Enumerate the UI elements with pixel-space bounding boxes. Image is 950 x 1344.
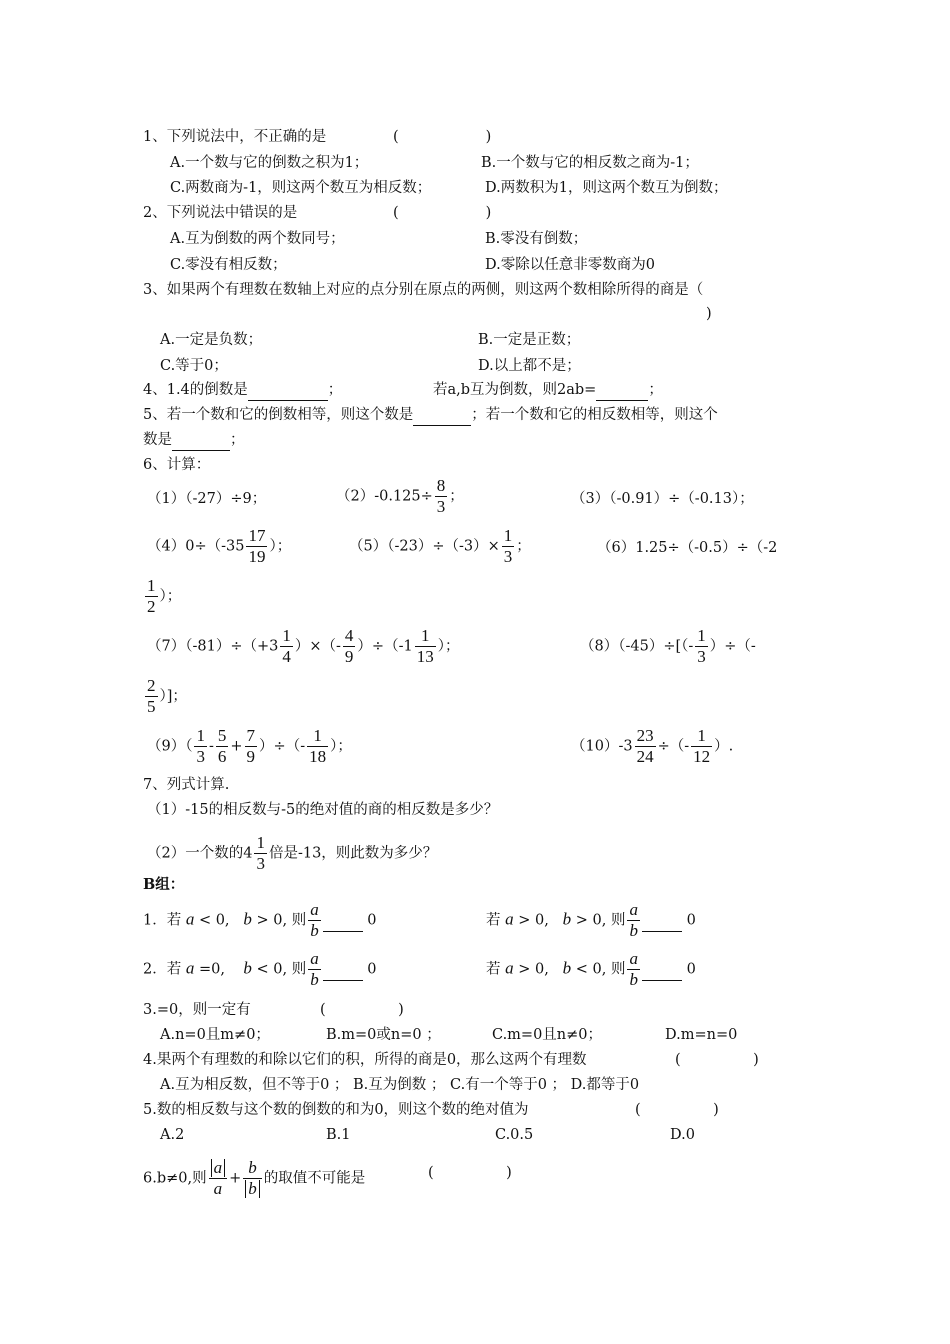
q6-p3: （3）（-0.91）÷（-0.13）； xyxy=(571,491,754,507)
b1-right: 若 a > 0, b > 0, 则 $\frac{a}{b}$ 0 xyxy=(486,900,696,940)
fraction: $\frac{2}{5}$ xyxy=(147,676,156,716)
b4-answer-paren[interactable]: ( ) xyxy=(675,1052,759,1068)
fraction: $\frac{a}{b}$ xyxy=(629,949,638,989)
q6-p5: （5）（-23）÷（-3）× $\frac{1}{3}$ ； xyxy=(349,526,531,566)
b5-option-a: A.2 xyxy=(160,1127,185,1143)
q4-blank-1[interactable] xyxy=(248,380,328,401)
q3-option-c: C.等于0； xyxy=(160,358,228,374)
q3-answer-paren-close[interactable]: ) xyxy=(706,306,712,322)
q2-option-a: A.互为倒数的两个数同号； xyxy=(170,231,345,247)
fraction: $\frac{b}{b}$ xyxy=(243,1158,262,1199)
q6-stem: 6、计算： xyxy=(143,457,211,473)
q6-p4: （4）0÷（-35 $\frac{17}{19}$ ）； xyxy=(147,526,292,566)
q2-option-d: D.零除以任意非零数商为0 xyxy=(485,257,655,273)
b6-line: 6.b≠0,则 $\frac{a}{a}$ + $\frac{b}{b}$ 的取值不可能是 xyxy=(143,1158,366,1198)
b5-option-c: C.0.5 xyxy=(495,1127,534,1143)
q1-option-b: B.一个数与它的相反数之商为-1； xyxy=(481,155,699,171)
q3-option-b: B.一定是正数； xyxy=(478,332,581,348)
fraction: $\frac{17}{19}$ xyxy=(248,526,266,566)
b4-options: A.互为相反数，但不等于0 ； B.互为倒数 ； C.有一个等于0 ； D.都等于0 xyxy=(160,1077,640,1093)
b3-answer-paren[interactable]: ( ) xyxy=(320,1002,404,1018)
q5-line-2: 数是 ； xyxy=(143,430,245,451)
b2-left: 2．若 a =0, b < 0, 则 $\frac{a}{b}$ 0 xyxy=(143,949,377,989)
b1-left: 1．若 a < 0, b > 0, 则 $\frac{a}{b}$ 0 xyxy=(143,900,377,940)
fraction: $\frac{a}{b}$ xyxy=(629,900,638,940)
q1-stem: 1、下列说法中，不正确的是 xyxy=(143,129,327,145)
b4-stem: 4.果两个有理数的和除以它们的积，所得的商是0，那么这两个有理数 xyxy=(143,1052,587,1068)
fraction: $\frac{a}{a}$ xyxy=(209,1158,228,1199)
fraction: $\frac{1}{2}$ xyxy=(147,576,156,616)
q6-p8: （8）（-45）÷[（- $\frac{1}{3}$ ）÷（- xyxy=(580,626,756,666)
fraction: $\frac{8}{3}$ xyxy=(436,476,446,516)
q1-answer-paren[interactable]: ( ) xyxy=(393,129,492,145)
q4-blank-2[interactable] xyxy=(596,380,648,401)
q4-line-right: 若a,b互为倒数，则2ab= ； xyxy=(433,380,663,401)
fraction: $\frac{1}{12}$ xyxy=(693,726,711,766)
q5-blank-1[interactable] xyxy=(413,405,471,426)
q2-stem: 2、下列说法中错误的是 xyxy=(143,205,298,221)
fraction: $\frac{1}{18}$ xyxy=(309,726,327,766)
b2-blank-right[interactable] xyxy=(642,960,682,981)
group-b-title: B组： xyxy=(143,876,185,893)
b1-blank-right[interactable] xyxy=(642,911,682,932)
b5-answer-paren[interactable]: ( ) xyxy=(635,1102,719,1118)
q6-p9: （9）（ $\frac{1}{3}$ - $\frac{5}{6}$ + $\frac{7}{9}$ ）÷（- $\frac{1}{18}$ ）； xyxy=(147,726,352,766)
q2-answer-paren[interactable]: ( ) xyxy=(393,205,492,221)
b2-right: 若 a > 0, b < 0, 则 $\frac{a}{b}$ 0 xyxy=(486,949,696,989)
b3-option-b: B.m=0或n=0 ； xyxy=(326,1027,441,1043)
b6-answer-paren[interactable]: ( ) xyxy=(428,1165,512,1181)
fraction: $\frac{1}{3}$ xyxy=(256,833,265,873)
q2-option-b: B.零没有倒数； xyxy=(485,231,588,247)
q5-line-1: 5、若一个数和它的倒数相等，则这个数是 ；若一个数和它的相反数相等，则这个 xyxy=(143,405,718,426)
fraction: $\frac{a}{b}$ xyxy=(310,900,319,940)
fraction: $\frac{23}{24}$ xyxy=(636,726,654,766)
q7-s1: （1）-15的相反数与-5的绝对值的商的相反数是多少？ xyxy=(147,802,499,818)
absolute-value: a xyxy=(211,1159,226,1177)
q1-option-c: C.两数商为-1，则这两个数互为相反数； xyxy=(170,180,432,196)
q6-p6-cont: $\frac{1}{2}$ ）； xyxy=(147,576,182,616)
fraction: $\frac{1}{3}$ xyxy=(697,626,706,666)
q7-stem: 7、列式计算. xyxy=(143,777,230,793)
b1-blank-left[interactable] xyxy=(323,911,363,932)
q6-p6: （6）1.25÷（-0.5）÷（-2 xyxy=(597,540,778,556)
q6-p2: （2）-0.125÷ $\frac{8}{3}$ ； xyxy=(336,476,464,516)
absolute-value: b xyxy=(245,1180,260,1198)
b5-option-d: D.0 xyxy=(670,1127,695,1143)
q3-option-d: D.以上都不是； xyxy=(478,358,581,374)
q6-p8-cont: $\frac{2}{5}$ ）]； xyxy=(147,676,187,716)
fraction: $\frac{4}{9}$ xyxy=(344,626,354,666)
q5-blank-2[interactable] xyxy=(172,430,230,451)
fraction: $\frac{1}{4}$ xyxy=(282,626,291,666)
b3-option-c: C.m=0且n≠0； xyxy=(492,1027,603,1043)
fraction: $\frac{5}{6}$ xyxy=(217,726,227,766)
q1-option-a: A.一个数与它的倒数之积为1； xyxy=(170,155,369,171)
q6-p10: （10）-3 $\frac{23}{24}$ ÷（- $\frac{1}{12}$ ）. xyxy=(571,726,734,766)
q1-option-d: D.两数积为1，则这两个数互为倒数； xyxy=(485,180,728,196)
q4-line: 4、1.4的倒数是 ； xyxy=(143,380,342,401)
q3-option-a: A.一定是负数； xyxy=(160,332,263,348)
q2-option-c: C.零没有相反数； xyxy=(170,257,287,273)
fraction: $\frac{1}{3}$ xyxy=(503,526,513,566)
q7-s2: （2）一个数的4 $\frac{1}{3}$ 倍是-13，则此数为多少？ xyxy=(147,833,438,873)
b3-option-a: A.n=0且m≠0； xyxy=(160,1027,270,1043)
b3-option-d: D.m=n=0 xyxy=(665,1027,738,1043)
fraction: $\frac{1}{3}$ xyxy=(196,726,205,766)
fraction: $\frac{1}{13}$ xyxy=(416,626,434,666)
q3-stem: 3、如果两个有理数在数轴上对应的点分别在原点的两侧，则这两个数相除所得的商是（ xyxy=(143,282,704,298)
q6-p7: （7）（-81）÷（+3 $\frac{1}{4}$ ）×（- $\frac{4}{9}$ ）÷（-1 $\frac{1}{13}$ ）； xyxy=(147,626,460,666)
b2-blank-left[interactable] xyxy=(323,960,363,981)
b5-stem: 5.数的相反数与这个数的倒数的和为0，则这个数的绝对值为 xyxy=(143,1102,529,1118)
fraction: $\frac{7}{9}$ xyxy=(246,726,256,766)
fraction: $\frac{a}{b}$ xyxy=(310,949,319,989)
q6-p1: （1）（-27）÷9； xyxy=(147,491,267,507)
b3-stem: 3.=0，则一定有 xyxy=(143,1002,251,1018)
b5-option-b: B.1 xyxy=(326,1127,351,1143)
